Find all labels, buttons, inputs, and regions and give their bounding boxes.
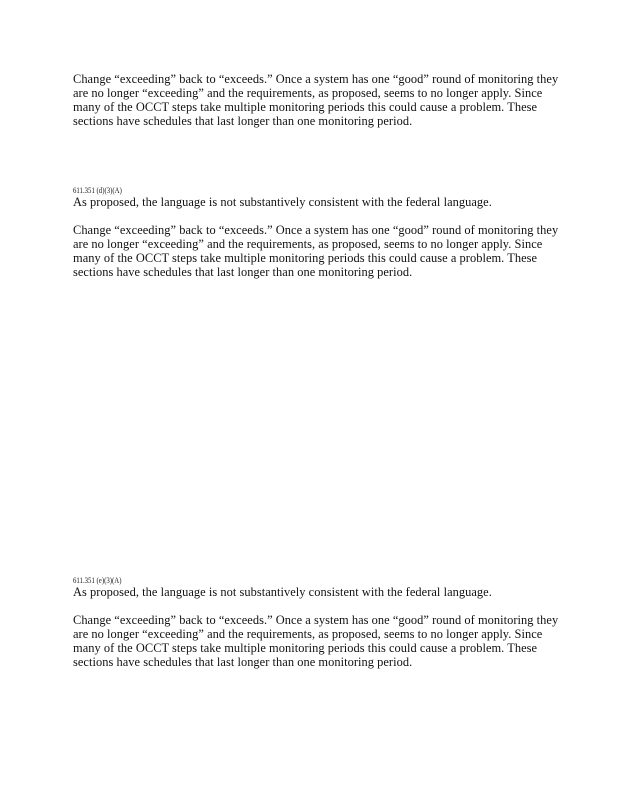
comment-body: Change “exceeding” back to “exceeds.” Once a system has one “good” round of monitoring they are no longer “exceeding” and the requirements, as proposed, seems to no longer apply. Since many of the OCCT steps take multiple monitoring periods this could cause a problem. These sections have schedules that last longer than one monitoring period. [73,613,559,669]
comment-section-1 [73,72,573,128]
comment-intro: As proposed, the language is not substantively consistent with the federal language. [73,585,492,599]
section-reference: 611.351 (e)(3)(A) [73,576,122,585]
comment-section-3 [73,576,573,669]
comment-section-2 [73,186,573,279]
comment-body: Change “exceeding” back to “exceeds.” Once a system has one “good” round of monitoring they are no longer “exceeding” and the requirements, as proposed, seems to no longer apply. Since many of the OCCT steps take multiple monitoring periods this could cause a problem. These sections have schedules that last longer than one monitoring period. [73,72,559,128]
comment-intro: As proposed, the language is not substantively consistent with the federal language. [73,195,492,209]
comment-body: Change “exceeding” back to “exceeds.” Once a system has one “good” round of monitoring they are no longer “exceeding” and the requirements, as proposed, seems to no longer apply. Since many of the OCCT steps take multiple monitoring periods this could cause a problem. These sections have schedules that last longer than one monitoring period. [73,223,559,279]
section-reference: 611.351 (d)(3)(A) [73,186,122,195]
